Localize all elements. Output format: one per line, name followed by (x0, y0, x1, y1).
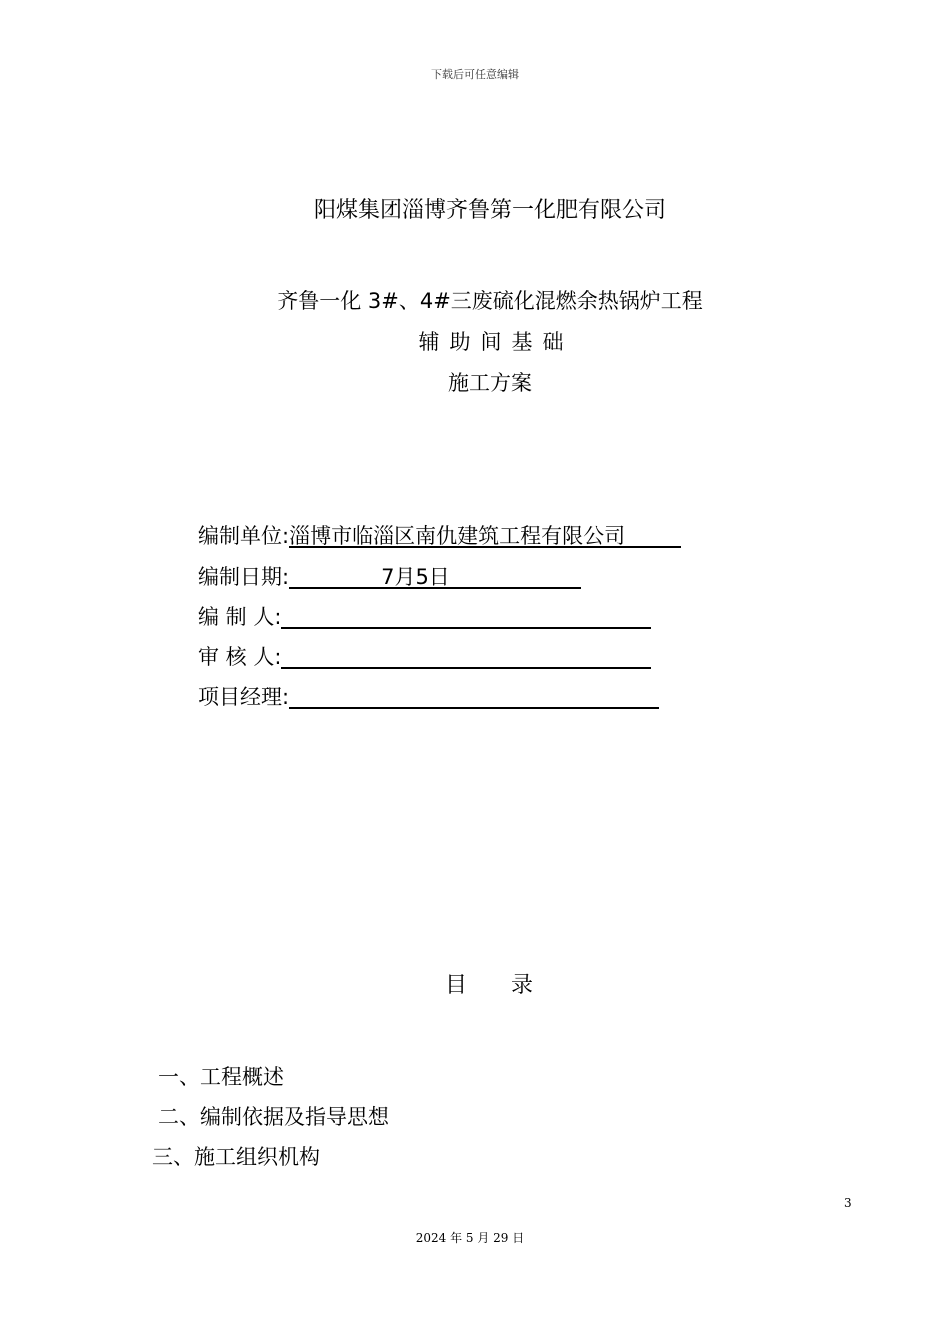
toc-item: 一、工程概述 (158, 1065, 284, 1089)
field-label: 编制日期: (198, 565, 290, 589)
field-value: 7月5日 (289, 561, 581, 589)
field-value: 淄博市临淄区南仇建筑工程有限公司 (289, 520, 681, 548)
field-reviewer (198, 641, 651, 671)
toc-item: 二、编制依据及指导思想 (158, 1105, 389, 1129)
footer-date: 2024 年 5 月 29 日 (415, 1231, 525, 1245)
toc-item: 三、施工组织机构 (152, 1145, 320, 1169)
field-value (281, 601, 651, 629)
field-label: 审 核 人: (198, 645, 282, 669)
field-value (289, 681, 659, 709)
field-label: 项目经理: (198, 685, 290, 709)
page-number: 3 (844, 1196, 852, 1210)
project-title: 齐鲁一化 3#、4#三废硫化混燃余热锅炉工程 (277, 289, 703, 313)
document-subject: 辅助间基础 (418, 330, 574, 354)
field-compiling-unit (198, 520, 681, 550)
field-project-manager (198, 681, 659, 711)
page-header-note: 下载后可任意编辑 (431, 68, 519, 81)
field-compiling-date (198, 561, 581, 591)
toc-title: 目录 (445, 973, 578, 998)
company-name: 阳煤集团淄博齐鲁第一化肥有限公司 (313, 198, 666, 223)
field-label: 编制单位: (198, 524, 290, 548)
field-label: 编 制 人: (198, 605, 282, 629)
field-compiler (198, 601, 651, 631)
document-type: 施工方案 (448, 371, 532, 395)
field-value (281, 641, 651, 669)
